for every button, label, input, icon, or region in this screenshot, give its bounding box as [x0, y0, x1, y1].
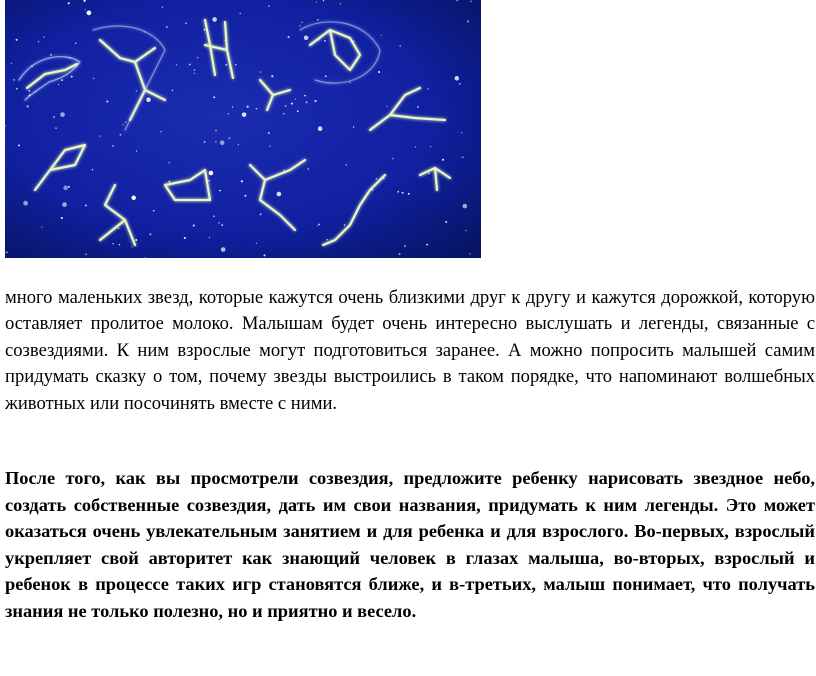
star [462, 156, 464, 158]
star [23, 201, 28, 206]
star [235, 64, 237, 66]
star [353, 126, 354, 127]
star [397, 191, 399, 193]
star [232, 106, 233, 107]
star [146, 97, 151, 102]
star [106, 100, 108, 102]
zodiac-constellations-image [5, 0, 481, 258]
star [399, 45, 401, 47]
star [325, 75, 327, 77]
star [260, 71, 262, 73]
star [344, 224, 346, 226]
star [18, 144, 20, 146]
star [241, 180, 243, 182]
star [131, 196, 136, 201]
star [169, 162, 170, 163]
star [193, 225, 195, 227]
star [28, 90, 30, 92]
star [225, 64, 227, 66]
star [162, 6, 163, 7]
star [415, 146, 417, 148]
star [285, 105, 287, 107]
star [467, 20, 469, 22]
star [264, 254, 266, 256]
star [455, 76, 460, 81]
star [43, 36, 44, 37]
star [324, 40, 326, 42]
star [85, 9, 86, 10]
star [346, 164, 348, 166]
star [68, 186, 70, 188]
star [208, 180, 210, 182]
star [268, 132, 270, 134]
paragraph-draw-sky-advice: После того, как вы просмотрели созвездия, предложите ребенку нарисовать звездное небо, создать собственные созвездия, дать им свои названия, придумать к ним легенды. Это может оказаться очень увлекательным занятием и для ребенка и для взрослого. Во-первых, взрослый укрепляет свой авторитет как знающий человек в глазах малыша, во-вторых, взрослый и ребенок в процессе таких игр становятся ближе, и в-третьих, малыш понимает, что получать знания не только полезно, но и приятно и весело. [5, 468, 815, 621]
star [317, 225, 318, 226]
star [166, 26, 168, 28]
star [383, 178, 384, 179]
star [204, 141, 206, 143]
star [319, 224, 320, 225]
star [58, 84, 59, 85]
star [256, 243, 257, 244]
star [215, 130, 216, 131]
star [209, 171, 214, 176]
star [185, 22, 187, 24]
paragraph-constellation-legends: много маленьких звезд, которые кажутся очень близкими друг к другу и кажутся дорожкой, которую оставляет пролитое молоко. Малышам будет очень интересно выслушать и легенды, связанные с созвездиями. К ним взрослые могут подготовиться заранее. А можно попросить малышей самим придумать сказку о том, почему звезды выстроились в таком порядке, что напоминают волшебных животных или посочинять вместе с ними. [5, 287, 815, 414]
star [376, 178, 377, 179]
star [428, 173, 430, 175]
star [221, 247, 226, 252]
star [176, 64, 178, 66]
star [398, 253, 400, 255]
star [392, 158, 394, 160]
star [136, 90, 138, 92]
star [220, 141, 225, 146]
star [55, 127, 57, 129]
star [316, 1, 317, 2]
star [307, 168, 308, 169]
star [227, 113, 229, 115]
star [297, 110, 299, 112]
star [213, 215, 215, 217]
star [256, 108, 257, 109]
star [13, 79, 15, 81]
star [459, 83, 461, 85]
star [470, 1, 471, 2]
star [87, 11, 92, 16]
star [63, 186, 68, 191]
star [213, 96, 215, 98]
star [247, 106, 249, 108]
star [427, 88, 429, 90]
star [16, 39, 18, 41]
star [62, 202, 67, 207]
star [271, 75, 273, 77]
star [160, 131, 161, 132]
star [93, 78, 94, 79]
star [228, 137, 230, 139]
star [417, 106, 419, 108]
star [85, 253, 87, 255]
star [244, 195, 246, 197]
star [462, 204, 467, 209]
star [426, 244, 428, 246]
star [381, 35, 382, 36]
star [172, 90, 173, 91]
star [291, 103, 293, 105]
star [238, 144, 239, 145]
star [326, 239, 327, 240]
star [209, 237, 210, 238]
star [442, 159, 444, 161]
star [404, 245, 406, 247]
star [349, 82, 350, 83]
star [386, 106, 387, 107]
star [445, 221, 447, 223]
star [60, 112, 65, 117]
star [168, 181, 170, 183]
star [92, 169, 93, 170]
star [189, 64, 191, 66]
star [469, 253, 471, 255]
star [120, 134, 122, 136]
star [323, 0, 324, 1]
star [212, 17, 217, 22]
star [340, 3, 341, 4]
star [53, 116, 55, 118]
star [304, 35, 309, 40]
star [378, 71, 380, 73]
star [71, 76, 73, 78]
star [85, 204, 87, 206]
star [184, 237, 186, 239]
star [317, 19, 319, 21]
star [194, 73, 195, 74]
star [136, 150, 137, 151]
star [194, 69, 196, 71]
star [112, 243, 114, 245]
star [268, 5, 270, 7]
star [100, 135, 102, 137]
star [299, 25, 300, 26]
star [221, 224, 223, 226]
star [283, 113, 284, 114]
star [306, 101, 308, 103]
star [402, 192, 404, 194]
star [50, 54, 52, 56]
star [242, 112, 247, 117]
star [153, 210, 155, 212]
star [295, 98, 296, 99]
star [277, 192, 282, 197]
star [314, 100, 316, 102]
star [197, 57, 199, 59]
star [135, 239, 137, 241]
star [112, 145, 114, 147]
star [75, 42, 77, 44]
star [122, 124, 123, 125]
star [304, 95, 306, 97]
star [38, 41, 39, 42]
star [125, 122, 126, 123]
star [269, 146, 270, 147]
star [260, 213, 262, 215]
star [61, 79, 63, 81]
star [131, 246, 132, 247]
star [149, 233, 151, 235]
star [408, 193, 410, 195]
star [6, 251, 8, 253]
star [11, 63, 12, 64]
star [27, 105, 29, 107]
star [465, 230, 466, 231]
star [318, 126, 323, 131]
star [61, 217, 63, 219]
star [41, 227, 42, 228]
star [430, 146, 431, 147]
star [118, 227, 120, 229]
star [119, 244, 120, 245]
star [239, 13, 241, 15]
star [204, 29, 206, 31]
star [301, 21, 303, 23]
star [287, 36, 289, 38]
star [219, 190, 221, 192]
star [215, 141, 216, 142]
star [68, 2, 70, 4]
star [218, 222, 220, 224]
star [16, 88, 18, 90]
star [461, 132, 462, 133]
